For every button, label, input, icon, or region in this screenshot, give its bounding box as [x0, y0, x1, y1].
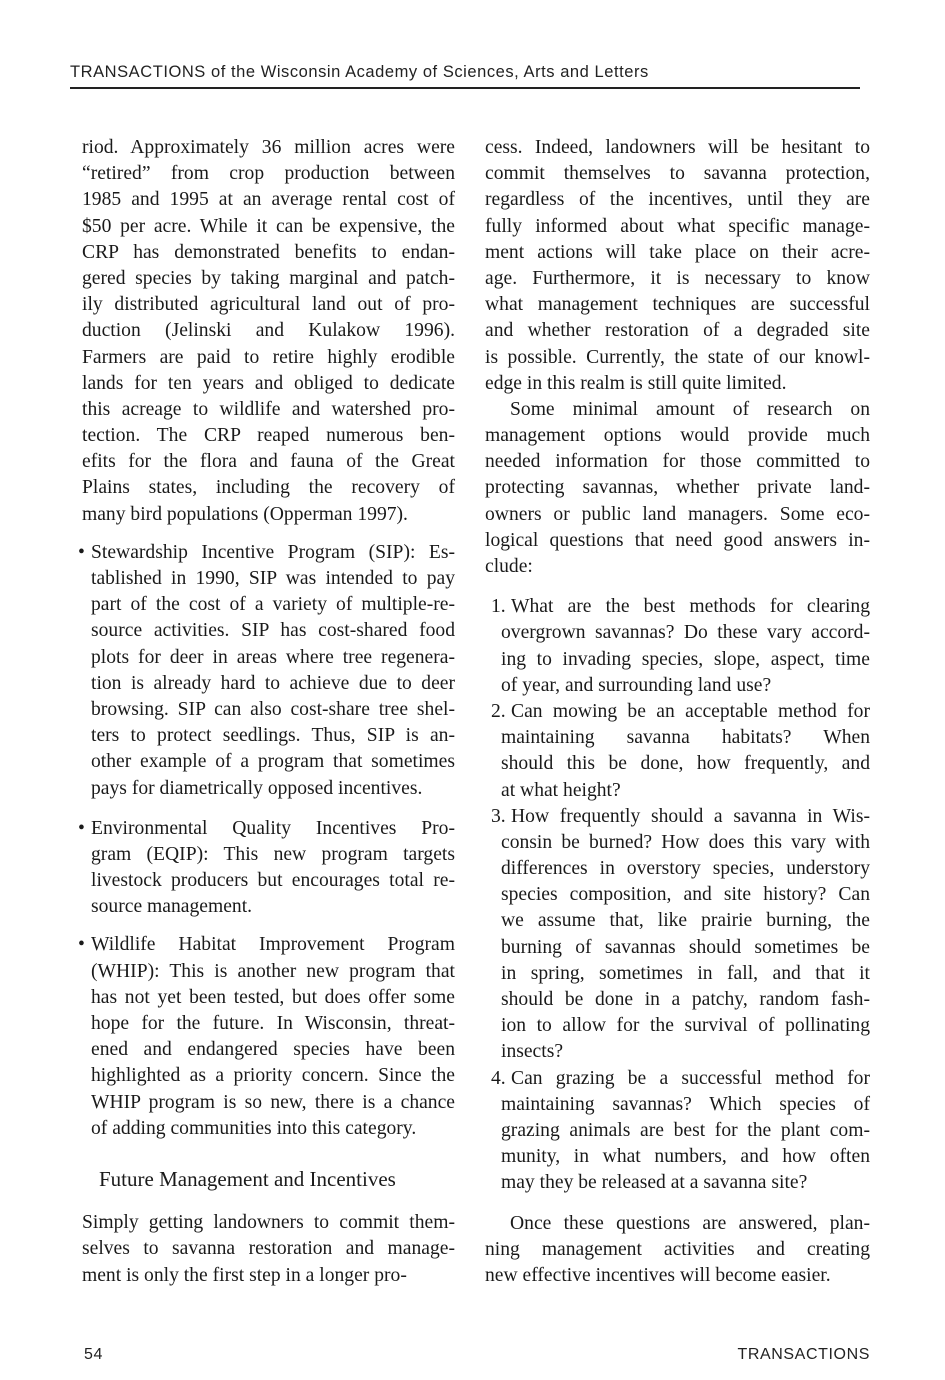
item-number: 2.	[491, 700, 506, 722]
text-line: WHIP program is so new, there is a chance	[91, 1091, 455, 1113]
text-line: ning management activities and creating	[485, 1238, 870, 1260]
text-line: edge in this realm is still quite limited.	[485, 372, 787, 394]
text-line: consin be burned? How does this vary with	[501, 831, 870, 853]
header-rule	[70, 87, 860, 89]
text-line: regardless of the incentives, until they are	[485, 189, 870, 211]
text-line: new effective incentives will become easier.	[485, 1264, 831, 1286]
running-head: TRANSACTIONS of the Wisconsin Academy of Sciences, Arts and Letters	[70, 63, 649, 81]
text-line: hope for the future. In Wisconsin, threat-	[91, 1013, 455, 1034]
text-line: Wildlife Habitat Improvement Program	[91, 934, 455, 956]
text-line: of adding communities into this category.	[91, 1117, 417, 1139]
paragraph	[485, 1211, 870, 1290]
text-line: riod. Approximately 36 million acres were	[82, 137, 455, 158]
text-line: gered species by taking marginal and patch-	[82, 267, 455, 289]
text-line: may they be released at a savanna site?	[501, 1172, 808, 1194]
text-line: Environmental Quality Incentives Pro-	[91, 817, 455, 839]
text-line: What are the best methods for clearing	[511, 596, 870, 618]
numbered-item	[485, 594, 870, 699]
text-line: tablished in 1990, SIP was intended to pay	[91, 568, 455, 589]
numbered-item	[485, 699, 870, 804]
paragraph	[485, 397, 870, 580]
page-number: 54	[84, 1346, 103, 1363]
text-line: fully informed about what specific manage-	[485, 215, 870, 237]
text-line: Once these questions are answered, plan-	[510, 1212, 870, 1234]
text-line: insects?	[501, 1041, 564, 1063]
text-line: Stewardship Incentive Program (SIP): Es-	[91, 541, 455, 563]
numbered-item	[485, 804, 870, 1066]
numbered-item	[485, 1066, 870, 1197]
text-line: we assume that, like prairie burning, the	[501, 910, 870, 932]
text-line: plots for deer in areas where tree regenera-	[91, 646, 455, 668]
text-line: ened and endangered species have been	[91, 1039, 455, 1061]
text-line: tection. The CRP reaped numerous ben-	[82, 425, 455, 447]
text-line: highlighted as a priority concern. Since the	[91, 1065, 455, 1087]
text-line: Plains states, including the recovery of	[82, 477, 455, 499]
text-line: clude:	[485, 556, 533, 577]
text-line: management options would provide much	[485, 425, 870, 447]
bullet-item	[78, 816, 455, 921]
text-line: maintaining savanna habitats? When	[501, 727, 870, 749]
left-column	[78, 135, 455, 1289]
item-number: 4.	[491, 1067, 506, 1089]
item-number: 3.	[491, 805, 506, 827]
text-line: what management techniques are successful	[485, 294, 870, 316]
text-line: differences in overstory species, understory	[501, 858, 870, 880]
text-line: source activities. SIP has cost-shared food	[91, 620, 455, 642]
paragraph	[485, 135, 870, 397]
text-line: burning of savannas should sometimes be	[501, 936, 870, 958]
text-line: has not yet been tested, but does offer some	[91, 986, 455, 1008]
text-line: other example of a program that sometimes	[91, 751, 455, 773]
footer-journal-title: TRANSACTIONS	[737, 1346, 870, 1363]
text-line: many bird populations (Opperman 1997).	[82, 503, 408, 525]
text-line: gram (EQIP): This new program targets	[91, 843, 455, 865]
paragraph	[82, 1210, 455, 1289]
text-line: owners or public land managers. Some eco-	[485, 503, 870, 525]
bullet-mark: •	[78, 541, 85, 563]
right-column	[485, 135, 870, 1289]
text-line: in spring, sometimes in fall, and that it	[501, 962, 870, 984]
text-line: cess. Indeed, landowners will be hesitant to	[485, 137, 870, 158]
text-line: (WHIP): This is another new program that	[91, 960, 455, 982]
text-line: Can grazing be a successful method for	[511, 1067, 870, 1089]
text-line: age. Furthermore, it is necessary to know	[485, 267, 870, 289]
text-line: should this be done, how frequently, and	[501, 753, 870, 775]
bullet-item	[78, 932, 455, 1142]
text-line: lands for ten years and obliged to dedicate	[82, 372, 455, 394]
text-line: needed information for those committed to	[485, 451, 870, 473]
paragraph	[82, 135, 455, 528]
text-line: Some minimal amount of research on	[510, 398, 870, 420]
text-line: CRP has demonstrated benefits to endan-	[82, 241, 455, 263]
text-line: livestock producers but encourages total re-	[91, 870, 455, 892]
text-line: Simply getting landowners to commit them-	[82, 1212, 455, 1234]
text-line: ily distributed agricultural land out of pro-	[82, 294, 455, 316]
text-line: commit themselves to savanna protection,	[485, 163, 870, 185]
text-line: ters to protect seedlings. Thus, SIP is an-	[91, 725, 455, 747]
text-line: ment actions will take place on their acre-	[485, 241, 870, 263]
text-line: this acreage to wildlife and watershed pro-	[82, 398, 455, 420]
text-line: logical questions that need good answers in-	[485, 529, 870, 551]
text-line: overgrown savannas? Do these vary accord-	[501, 622, 870, 644]
text-line: ment is only the first step in a longer pro-	[82, 1264, 407, 1286]
bullet-item	[78, 540, 455, 802]
bullet-mark: •	[78, 817, 85, 839]
text-line: ing to invading species, slope, aspect, time	[501, 648, 870, 670]
text-line: of year, and surrounding land use?	[501, 674, 772, 696]
text-line: source management.	[91, 896, 253, 918]
text-line: How frequently should a savanna in Wis-	[511, 805, 870, 827]
text-line: part of the cost of a variety of multiple-re-	[91, 594, 455, 616]
text-line: grazing animals are best for the plant com-	[501, 1119, 870, 1141]
section-heading	[82, 1166, 455, 1192]
text-line: selves to savanna restoration and manage-	[82, 1238, 455, 1260]
text-line: maintaining savannas? Which species of	[501, 1093, 870, 1115]
text-line: Future Management and Incentives	[99, 1166, 396, 1191]
text-line: protecting savannas, whether private land-	[485, 477, 870, 499]
text-line: Can mowing be an acceptable method for	[511, 700, 870, 722]
text-line: duction (Jelinski and Kulakow 1996).	[82, 320, 455, 342]
text-line: Farmers are paid to retire highly erodible	[82, 346, 455, 368]
item-number: 1.	[491, 596, 506, 618]
text-line: at what height?	[501, 779, 621, 801]
text-line: should be done in a patchy, random fash-	[501, 989, 870, 1010]
text-line: browsing. SIP can also cost-share tree shel-	[91, 698, 455, 720]
text-line: ion to allow for the survival of pollinating	[501, 1015, 870, 1037]
text-line: 1985 and 1995 at an average rental cost of	[82, 189, 455, 211]
text-line: tion is already hard to achieve due to deer	[91, 672, 455, 694]
text-line: “retired” from crop production between	[82, 163, 455, 185]
text-line: and whether restoration of a degraded site	[485, 320, 870, 342]
text-line: efits for the flora and fauna of the Great	[82, 451, 455, 473]
text-line: munity, in what numbers, and how often	[501, 1146, 870, 1168]
text-line: species composition, and site history? Can	[501, 884, 870, 906]
text-line: pays for diametrically opposed incentives.	[91, 777, 423, 799]
text-line: $50 per acre. While it can be expensive, the	[82, 215, 455, 237]
text-line: is possible. Currently, the state of our knowl-	[485, 346, 870, 368]
bullet-mark: •	[78, 934, 85, 956]
